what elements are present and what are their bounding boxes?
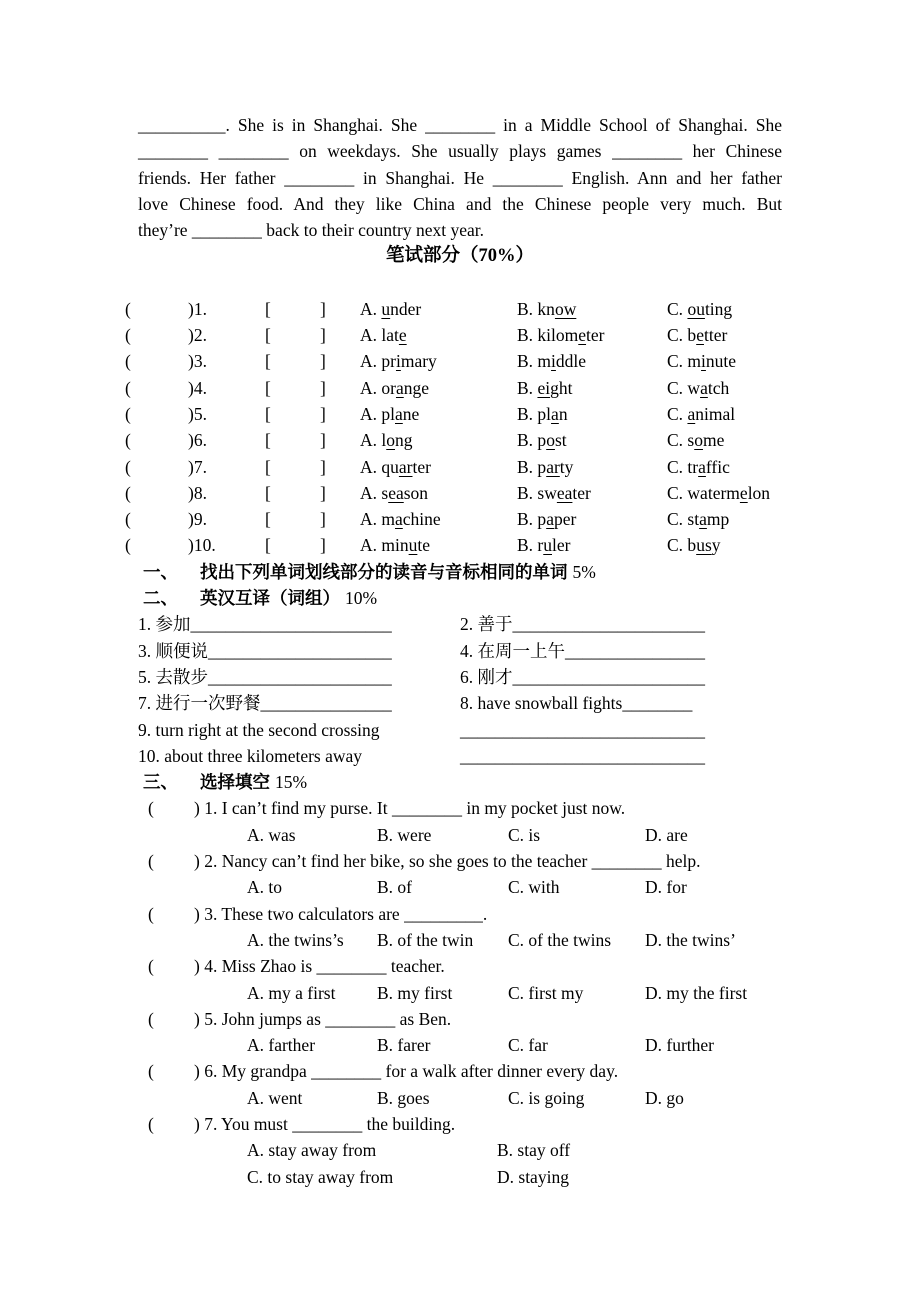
mc-question xyxy=(148,953,920,979)
word-option: A. season xyxy=(360,482,429,503)
mc-option-row xyxy=(247,927,920,953)
phrase-item: 6. 刚才______________________ xyxy=(460,666,705,687)
phrase-row xyxy=(138,664,920,690)
underlined-letters: o xyxy=(546,430,555,451)
word-row xyxy=(125,375,920,401)
multiple-choice-list xyxy=(0,795,920,1189)
word-option: B. ruler xyxy=(517,535,571,556)
question-stem: ) 6. My grandpa ________ for a walk after dinner every day. xyxy=(194,1061,619,1082)
phonetic-bracket-open: [ xyxy=(265,403,271,424)
cloze-line: friends. Her father ________ in Shanghai. He ________ English. Ann and her father xyxy=(138,167,782,188)
mc-option: C. first my xyxy=(508,982,584,1003)
word-option: C. some xyxy=(667,430,725,451)
phonetic-bracket-close: ] xyxy=(320,403,326,424)
phrase-item: ____________________________ xyxy=(460,719,705,740)
phonetic-bracket-open: [ xyxy=(265,325,271,346)
answer-paren: ( xyxy=(125,535,131,556)
mc-option: C. is xyxy=(508,824,541,845)
phonetic-bracket-open: [ xyxy=(265,482,271,503)
answer-paren: ( xyxy=(125,298,131,319)
word-option: B. plan xyxy=(517,403,568,424)
underlined-letters: a xyxy=(698,456,706,477)
phonetic-bracket-open: [ xyxy=(265,377,271,398)
underlined-letters: a xyxy=(551,403,559,424)
phrase-item: 3. 顺便说_____________________ xyxy=(138,640,392,661)
word-option: B. post xyxy=(517,430,567,451)
phonetic-bracket-open: [ xyxy=(265,351,271,372)
word-row xyxy=(125,480,920,506)
row-number: )1. xyxy=(188,298,207,319)
word-option: A. quarter xyxy=(360,456,431,477)
word-option: B. party xyxy=(517,456,574,477)
mc-option: C. of the twins xyxy=(508,929,612,950)
row-number: )5. xyxy=(188,403,207,424)
question-stem: ) 4. Miss Zhao is ________ teacher. xyxy=(194,956,445,977)
phrase-item: 10. about three kilometers away xyxy=(138,745,363,766)
section-marker: 三、 xyxy=(143,772,178,793)
question-stem: ) 1. I can’t find my purse. It ________ in my pocket just now. xyxy=(194,798,626,819)
mc-option-row xyxy=(247,1164,920,1190)
mc-question xyxy=(148,1111,920,1137)
mc-option: D. further xyxy=(645,1035,715,1056)
section-header-3 xyxy=(0,769,920,795)
mc-option-row xyxy=(247,1032,920,1058)
mc-option: A. went xyxy=(247,1087,303,1108)
underlined-letters: a xyxy=(699,509,707,530)
cloze-line: __________. She is in Shanghai. She ________ in a Middle School of Shanghai. She xyxy=(138,115,782,135)
underlined-letters: ou xyxy=(687,298,705,319)
phonetic-bracket-open: [ xyxy=(265,456,271,477)
mc-option: D. the twins’ xyxy=(645,929,736,950)
question-stem: ) 2. Nancy can’t find her bike, so she goes to the teacher ________ help. xyxy=(194,851,701,872)
mc-option: D. are xyxy=(645,824,688,845)
mc-option: C. is going xyxy=(508,1087,585,1108)
mc-question xyxy=(148,901,920,927)
word-option: A. primary xyxy=(360,351,437,372)
row-number: )10. xyxy=(188,535,216,556)
underlined-letters: us xyxy=(696,535,712,556)
cloze-passage xyxy=(138,112,782,243)
word-option: A. minute xyxy=(360,535,431,556)
underlined-letters: ea xyxy=(388,482,404,503)
word-option: A. under xyxy=(360,298,422,319)
answer-paren: ( xyxy=(125,482,131,503)
mc-option: B. my first xyxy=(377,982,453,1003)
phonetic-bracket-close: ] xyxy=(320,456,326,477)
phonetic-bracket-close: ] xyxy=(320,351,326,372)
phrase-item: 2. 善于______________________ xyxy=(460,614,705,635)
underlined-letters: u xyxy=(408,535,418,556)
translation-list xyxy=(0,611,920,769)
mc-option-row xyxy=(247,1085,920,1111)
underlined-letters: i xyxy=(551,351,556,372)
word-option: B. paper xyxy=(517,509,577,530)
mc-option: C. with xyxy=(508,877,560,898)
row-number: )3. xyxy=(188,351,207,372)
mc-option: D. go xyxy=(645,1087,684,1108)
phrase-item: ____________________________ xyxy=(460,745,705,766)
word-option: A. orange xyxy=(360,377,430,398)
phrase-item: 5. 去散步_____________________ xyxy=(138,666,392,687)
word-row xyxy=(125,296,920,322)
question-stem: ) 7. You must ________ the building. xyxy=(194,1113,456,1134)
mc-option: A. was xyxy=(247,824,296,845)
section-score: 10% xyxy=(345,588,378,609)
section-header-1 xyxy=(0,559,920,585)
section-title: 选择填空 xyxy=(200,772,270,793)
underlined-letters: a xyxy=(687,403,696,424)
word-row xyxy=(125,322,920,348)
underlined-letters: u xyxy=(543,535,552,556)
phonetic-bracket-open: [ xyxy=(265,430,271,451)
phrase-row xyxy=(138,690,920,716)
word-option: C. animal xyxy=(667,403,736,424)
section-title: 找出下列单词划线部分的读音与音标相同的单词 xyxy=(200,561,568,582)
answer-paren: ( xyxy=(148,851,154,872)
mc-option: A. the twins’s xyxy=(247,929,344,950)
underlined-letters: a xyxy=(700,377,708,398)
mc-option: A. my a first xyxy=(247,982,336,1003)
phonetic-bracket-close: ] xyxy=(320,535,326,556)
row-number: )4. xyxy=(188,377,207,398)
section-marker: 二、 xyxy=(143,588,178,609)
word-option: A. long xyxy=(360,430,413,451)
answer-paren: ( xyxy=(125,430,131,451)
phonetic-bracket-open: [ xyxy=(265,298,271,319)
word-option: C. busy xyxy=(667,535,721,556)
mc-question xyxy=(148,848,920,874)
word-row xyxy=(125,401,920,427)
mc-option: D. for xyxy=(645,877,687,898)
cloze-line: they’re ________ back to their country next year. xyxy=(138,220,485,241)
underlined-letters: u xyxy=(381,298,391,319)
mc-option: B. of xyxy=(377,877,412,898)
row-number: )8. xyxy=(188,482,207,503)
word-option: C. better xyxy=(667,325,728,346)
phonetic-bracket-close: ] xyxy=(320,377,326,398)
row-number: )2. xyxy=(188,325,207,346)
phrase-row xyxy=(138,638,920,664)
phonetic-bracket-close: ] xyxy=(320,482,326,503)
underlined-letters: i xyxy=(395,351,401,372)
word-option: B. sweater xyxy=(517,482,591,503)
row-number: )6. xyxy=(188,430,207,451)
word-row xyxy=(125,532,920,558)
word-option: B. eight xyxy=(517,377,573,398)
answer-paren: ( xyxy=(148,798,154,819)
underlined-letters: ar xyxy=(546,456,560,477)
section-score: 5% xyxy=(572,561,596,582)
underlined-letters: o xyxy=(694,430,703,451)
mc-question xyxy=(148,795,920,821)
mc-option-row xyxy=(247,822,920,848)
written-part-title: 笔试部分（70%） xyxy=(385,246,534,267)
underlined-letters: a xyxy=(395,509,403,530)
word-option: B. know xyxy=(517,298,577,319)
phonetic-bracket-close: ] xyxy=(320,298,326,319)
word-row xyxy=(125,348,920,374)
word-option: C. traffic xyxy=(667,456,730,477)
underlined-letters: a xyxy=(546,509,554,530)
mc-option: A. stay away from xyxy=(247,1140,377,1161)
answer-paren: ( xyxy=(148,956,154,977)
word-option: A. plane xyxy=(360,403,420,424)
mc-question xyxy=(148,1058,920,1084)
phonetic-bracket-close: ] xyxy=(320,325,326,346)
row-number: )9. xyxy=(188,509,207,530)
sound-matching-table xyxy=(0,296,920,559)
word-option: A. machine xyxy=(360,509,441,530)
answer-paren: ( xyxy=(148,903,154,924)
mc-option: B. stay off xyxy=(497,1140,571,1161)
answer-paren: ( xyxy=(148,1061,154,1082)
answer-paren: ( xyxy=(125,456,131,477)
answer-paren: ( xyxy=(125,509,131,530)
word-option: C. stamp xyxy=(667,509,730,530)
word-option: B. kilometer xyxy=(517,325,605,346)
mc-option: C. to stay away from xyxy=(247,1166,394,1187)
question-stem: ) 3. These two calculators are _________. xyxy=(194,903,488,924)
underlined-letters: i xyxy=(701,351,706,372)
mc-option: B. were xyxy=(377,824,432,845)
mc-option: C. far xyxy=(508,1035,548,1056)
mc-option-row xyxy=(247,1137,920,1163)
phonetic-bracket-close: ] xyxy=(320,430,326,451)
cloze-line: ________ ________ on weekdays. She usually plays games ________ her Chinese xyxy=(138,141,782,162)
underlined-letters: ea xyxy=(556,482,573,503)
answer-paren: ( xyxy=(125,377,131,398)
phrase-item: 8. have snowball fights________ xyxy=(460,693,693,714)
mc-option: A. farther xyxy=(247,1035,316,1056)
underlined-letters: ei xyxy=(537,377,551,398)
underlined-letters: o xyxy=(386,430,395,451)
section-title: 英汉互译（词组） xyxy=(200,588,340,609)
word-option: C. watch xyxy=(667,377,730,398)
phrase-row xyxy=(138,743,920,769)
phrase-item: 4. 在周一上午________________ xyxy=(460,640,705,661)
mc-option: B. of the twin xyxy=(377,929,474,950)
underlined-letters: a xyxy=(395,403,403,424)
cloze-line: love Chinese food. And they like China and the Chinese people very much. But xyxy=(138,193,782,214)
phonetic-bracket-open: [ xyxy=(265,535,271,556)
mc-option: D. my the first xyxy=(645,982,748,1003)
answer-paren: ( xyxy=(148,1008,154,1029)
answer-paren: ( xyxy=(125,403,131,424)
mc-option: B. goes xyxy=(377,1087,430,1108)
row-number: )7. xyxy=(188,456,207,477)
underlined-letters: ar xyxy=(398,456,413,477)
word-option: A. late xyxy=(360,325,407,346)
mc-option-row xyxy=(247,874,920,900)
word-row xyxy=(125,506,920,532)
underlined-letters: e xyxy=(696,325,704,346)
phrase-row xyxy=(138,611,920,637)
underlined-letters: a xyxy=(395,377,404,398)
mc-question xyxy=(148,1006,920,1032)
section-score: 15% xyxy=(275,772,308,793)
word-row xyxy=(125,427,920,453)
answer-paren: ( xyxy=(125,325,131,346)
phrase-item: 1. 参加_______________________ xyxy=(138,614,392,635)
mc-option-row xyxy=(247,980,920,1006)
word-option: C. outing xyxy=(667,298,733,319)
word-row xyxy=(125,454,920,480)
mc-option: D. staying xyxy=(497,1166,569,1187)
question-stem: ) 5. John jumps as ________ as Ben. xyxy=(194,1008,452,1029)
phonetic-bracket-open: [ xyxy=(265,509,271,530)
underlined-letters: e xyxy=(739,482,748,503)
phrase-item: 9. turn right at the second crossing xyxy=(138,719,380,740)
section-header-2 xyxy=(0,585,920,611)
mc-option: B. farer xyxy=(377,1035,431,1056)
underlined-letters: e xyxy=(398,325,407,346)
phonetic-bracket-close: ] xyxy=(320,509,326,530)
underlined-letters: e xyxy=(578,325,587,346)
word-option: C. watermelon xyxy=(667,482,771,503)
phrase-item: 7. 进行一次野餐_______________ xyxy=(138,693,392,714)
section-marker: 一、 xyxy=(143,561,178,582)
phrase-row xyxy=(138,717,920,743)
answer-paren: ( xyxy=(125,351,131,372)
mc-option: A. to xyxy=(247,877,282,898)
answer-paren: ( xyxy=(148,1113,154,1134)
word-option: B. middle xyxy=(517,351,587,372)
underlined-letters: ow xyxy=(554,298,577,319)
word-option: C. minute xyxy=(667,351,737,372)
